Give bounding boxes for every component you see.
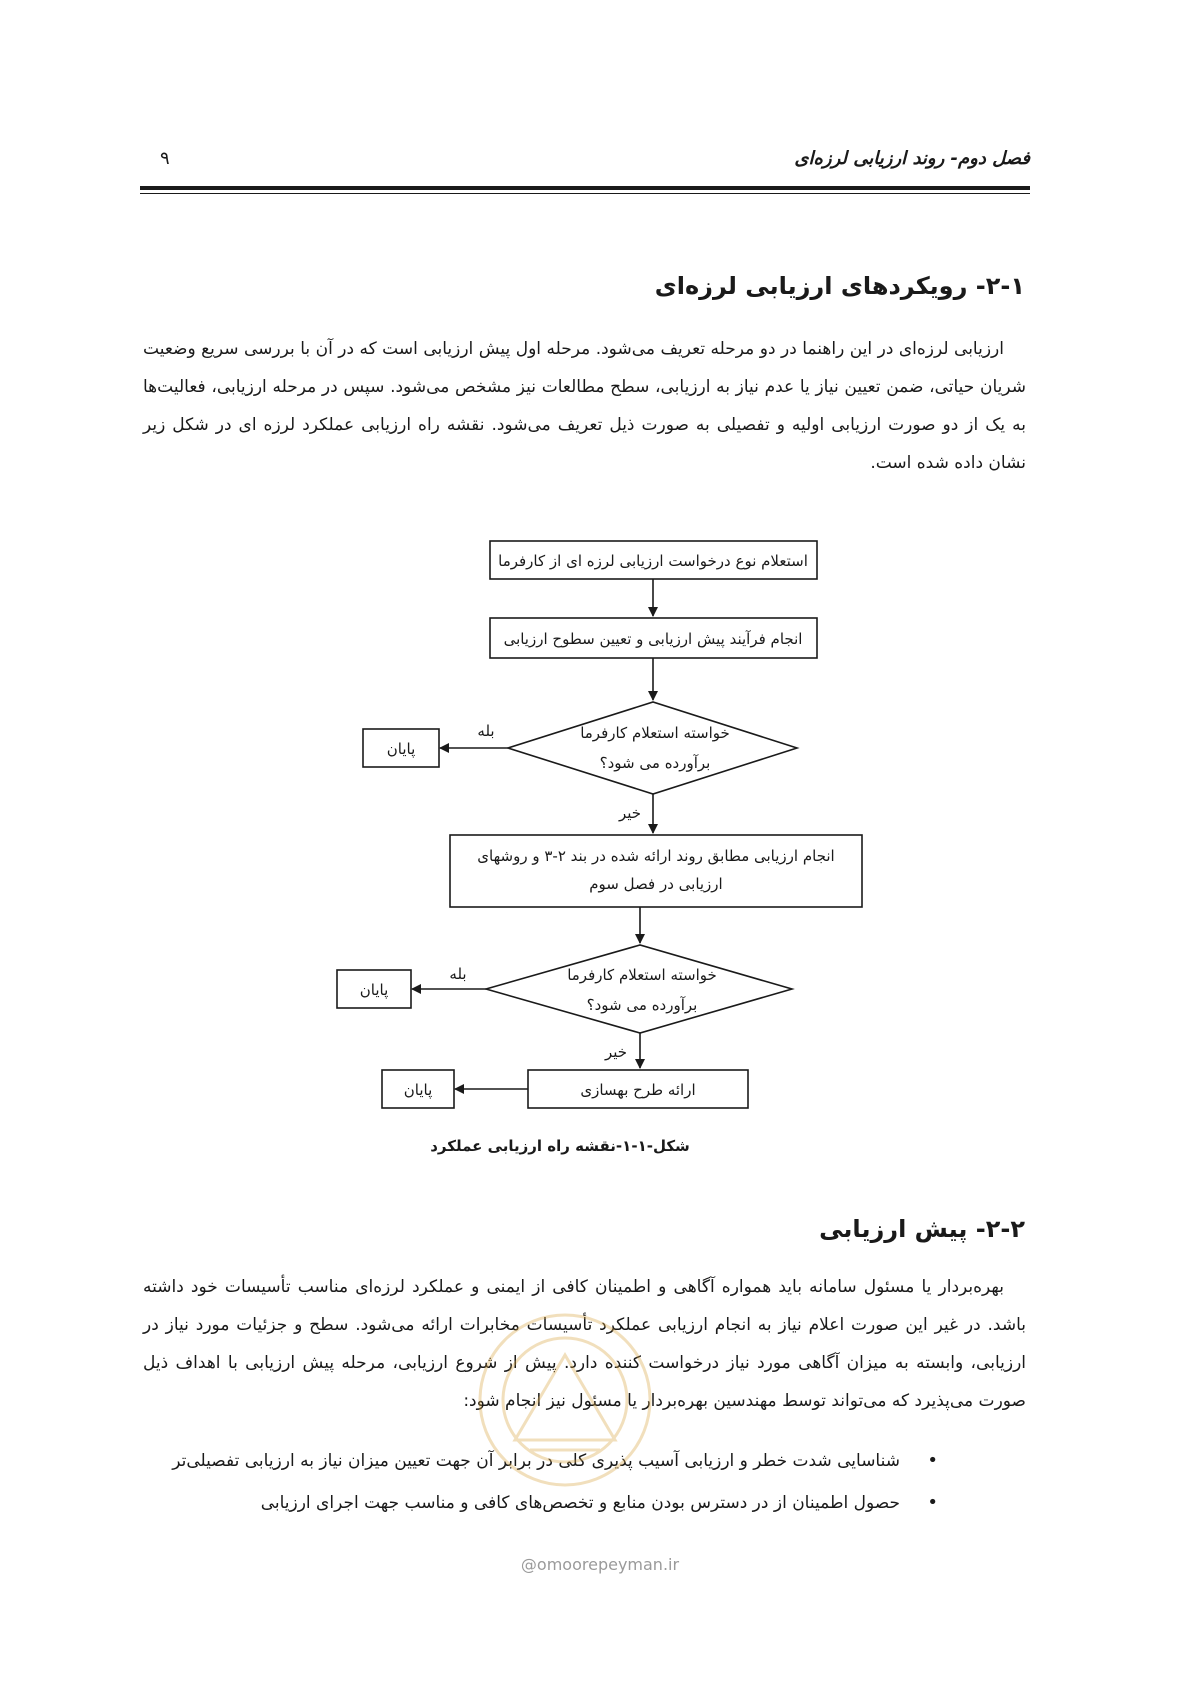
flow-end-1-label: پایان	[386, 740, 416, 758]
flow-end-3-label: پایان	[403, 1081, 433, 1099]
flow-no-label-2: خیر	[604, 1043, 628, 1061]
flow-box-inquiry-label: استعلام نوع درخواست ارزیابی لرزه ای از کارفرما	[498, 552, 808, 570]
flow-end-2-label: پایان	[359, 981, 389, 999]
flow-yes-label-2: بله	[449, 965, 467, 983]
figure-caption: شکل-۱-۱-نقشه راه ارزیابی عملکرد	[430, 1137, 690, 1155]
watermark-site: @omoorepeyman.ir	[520, 1555, 680, 1574]
watermark-seal	[455, 1300, 675, 1500]
section-heading-pre-assessment: ۲-۲- پیش ارزیابی	[819, 1215, 1025, 1243]
flow-box-assessment	[450, 835, 862, 907]
flow-decision-2-line2: برآورده می شود؟	[586, 996, 698, 1014]
flow-decision-1-line2: برآورده می شود؟	[599, 754, 711, 772]
flow-box-assessment-line1: انجام ارزیابی مطابق روند ارائه شده در بند ۲-۳ و روشهای	[477, 847, 835, 865]
flow-yes-label-1: بله	[477, 722, 495, 740]
paragraph: ارزیابی لرزه‌ای در این راهنما در دو مرحله تعریف می‌شود. مرحله اول پیش ارزیابی است که در آن با بررسی سریع وضعیت شریان حیاتی، ضمن تعیین نیاز یا عدم نیاز به ارزیابی، سطح مطالعات نیز مشخص می‌شود. سپس در مرحله ارزیابی، فعالیت‌ها به یک از دو صورت ارزیابی اولیه و تفصیلی به صورت ذیل تعریف می‌شود. نقشه راه ارزیابی عملکرد لرزه ای در شکل زیر نشان داده شده است.	[143, 339, 1026, 473]
flow-box-retrofit-label: ارائه طرح بهسازی	[580, 1081, 696, 1099]
list-item: • شناسایی شدت خطر و ارزیابی آسیب پذیری کلی در برابر آن جهت تعیین میزان نیاز به ارزیابی تفصیلی‌تر	[138, 1440, 938, 1482]
flow-box-assessment-line2: ارزیابی در فصل سوم	[589, 875, 723, 893]
flow-no-label-1: خیر	[618, 804, 642, 822]
flow-decision-1	[508, 702, 797, 794]
flow-decision-2-line1: خواسته استعلام کارفرما	[567, 966, 717, 984]
flow-decision-2	[486, 945, 792, 1033]
paragraph: بهره‌بردار یا مسئول سامانه باید همواره آگاهی و اطمینان کافی از ایمنی و عملکرد لرزه‌ای مناسب تأسیسات خود داشته باشد. در غیر این صورت اعلام نیاز به انجام ارزیابی عملکرد تأسیسات مخابرات ارائه می‌شود. سطح و جزئیات مورد نیاز در ارزیابی، وابسته به میزان آگاهی مورد نیاز درخواست کننده دارد. پیش از شروع ارزیابی، مرحله پیش ارزیابی با اهداف ذیل صورت می‌پذیرد که می‌تواند توسط مهندسین بهره‌بردار یا مسئول نیز انجام شود:	[143, 1277, 1026, 1411]
chapter-title: فصل دوم- روند ارزیابی لرزه‌ای	[794, 148, 1030, 169]
section-heading-approaches: ۲-۱- رویکردهای ارزیابی لرزه‌ای	[654, 272, 1025, 300]
flow-box-pre-assessment-label: انجام فرآیند پیش ارزیابی و تعیین سطوح ارزیابی	[503, 630, 803, 648]
page-number: ۹	[160, 148, 170, 169]
flow-decision-1-line1: خواسته استعلام کارفرما	[580, 724, 730, 742]
list-item: • حصول اطمینان از در دسترس بودن منابع و تخصص‌های کافی و مناسب جهت اجرای ارزیابی	[138, 1482, 938, 1524]
